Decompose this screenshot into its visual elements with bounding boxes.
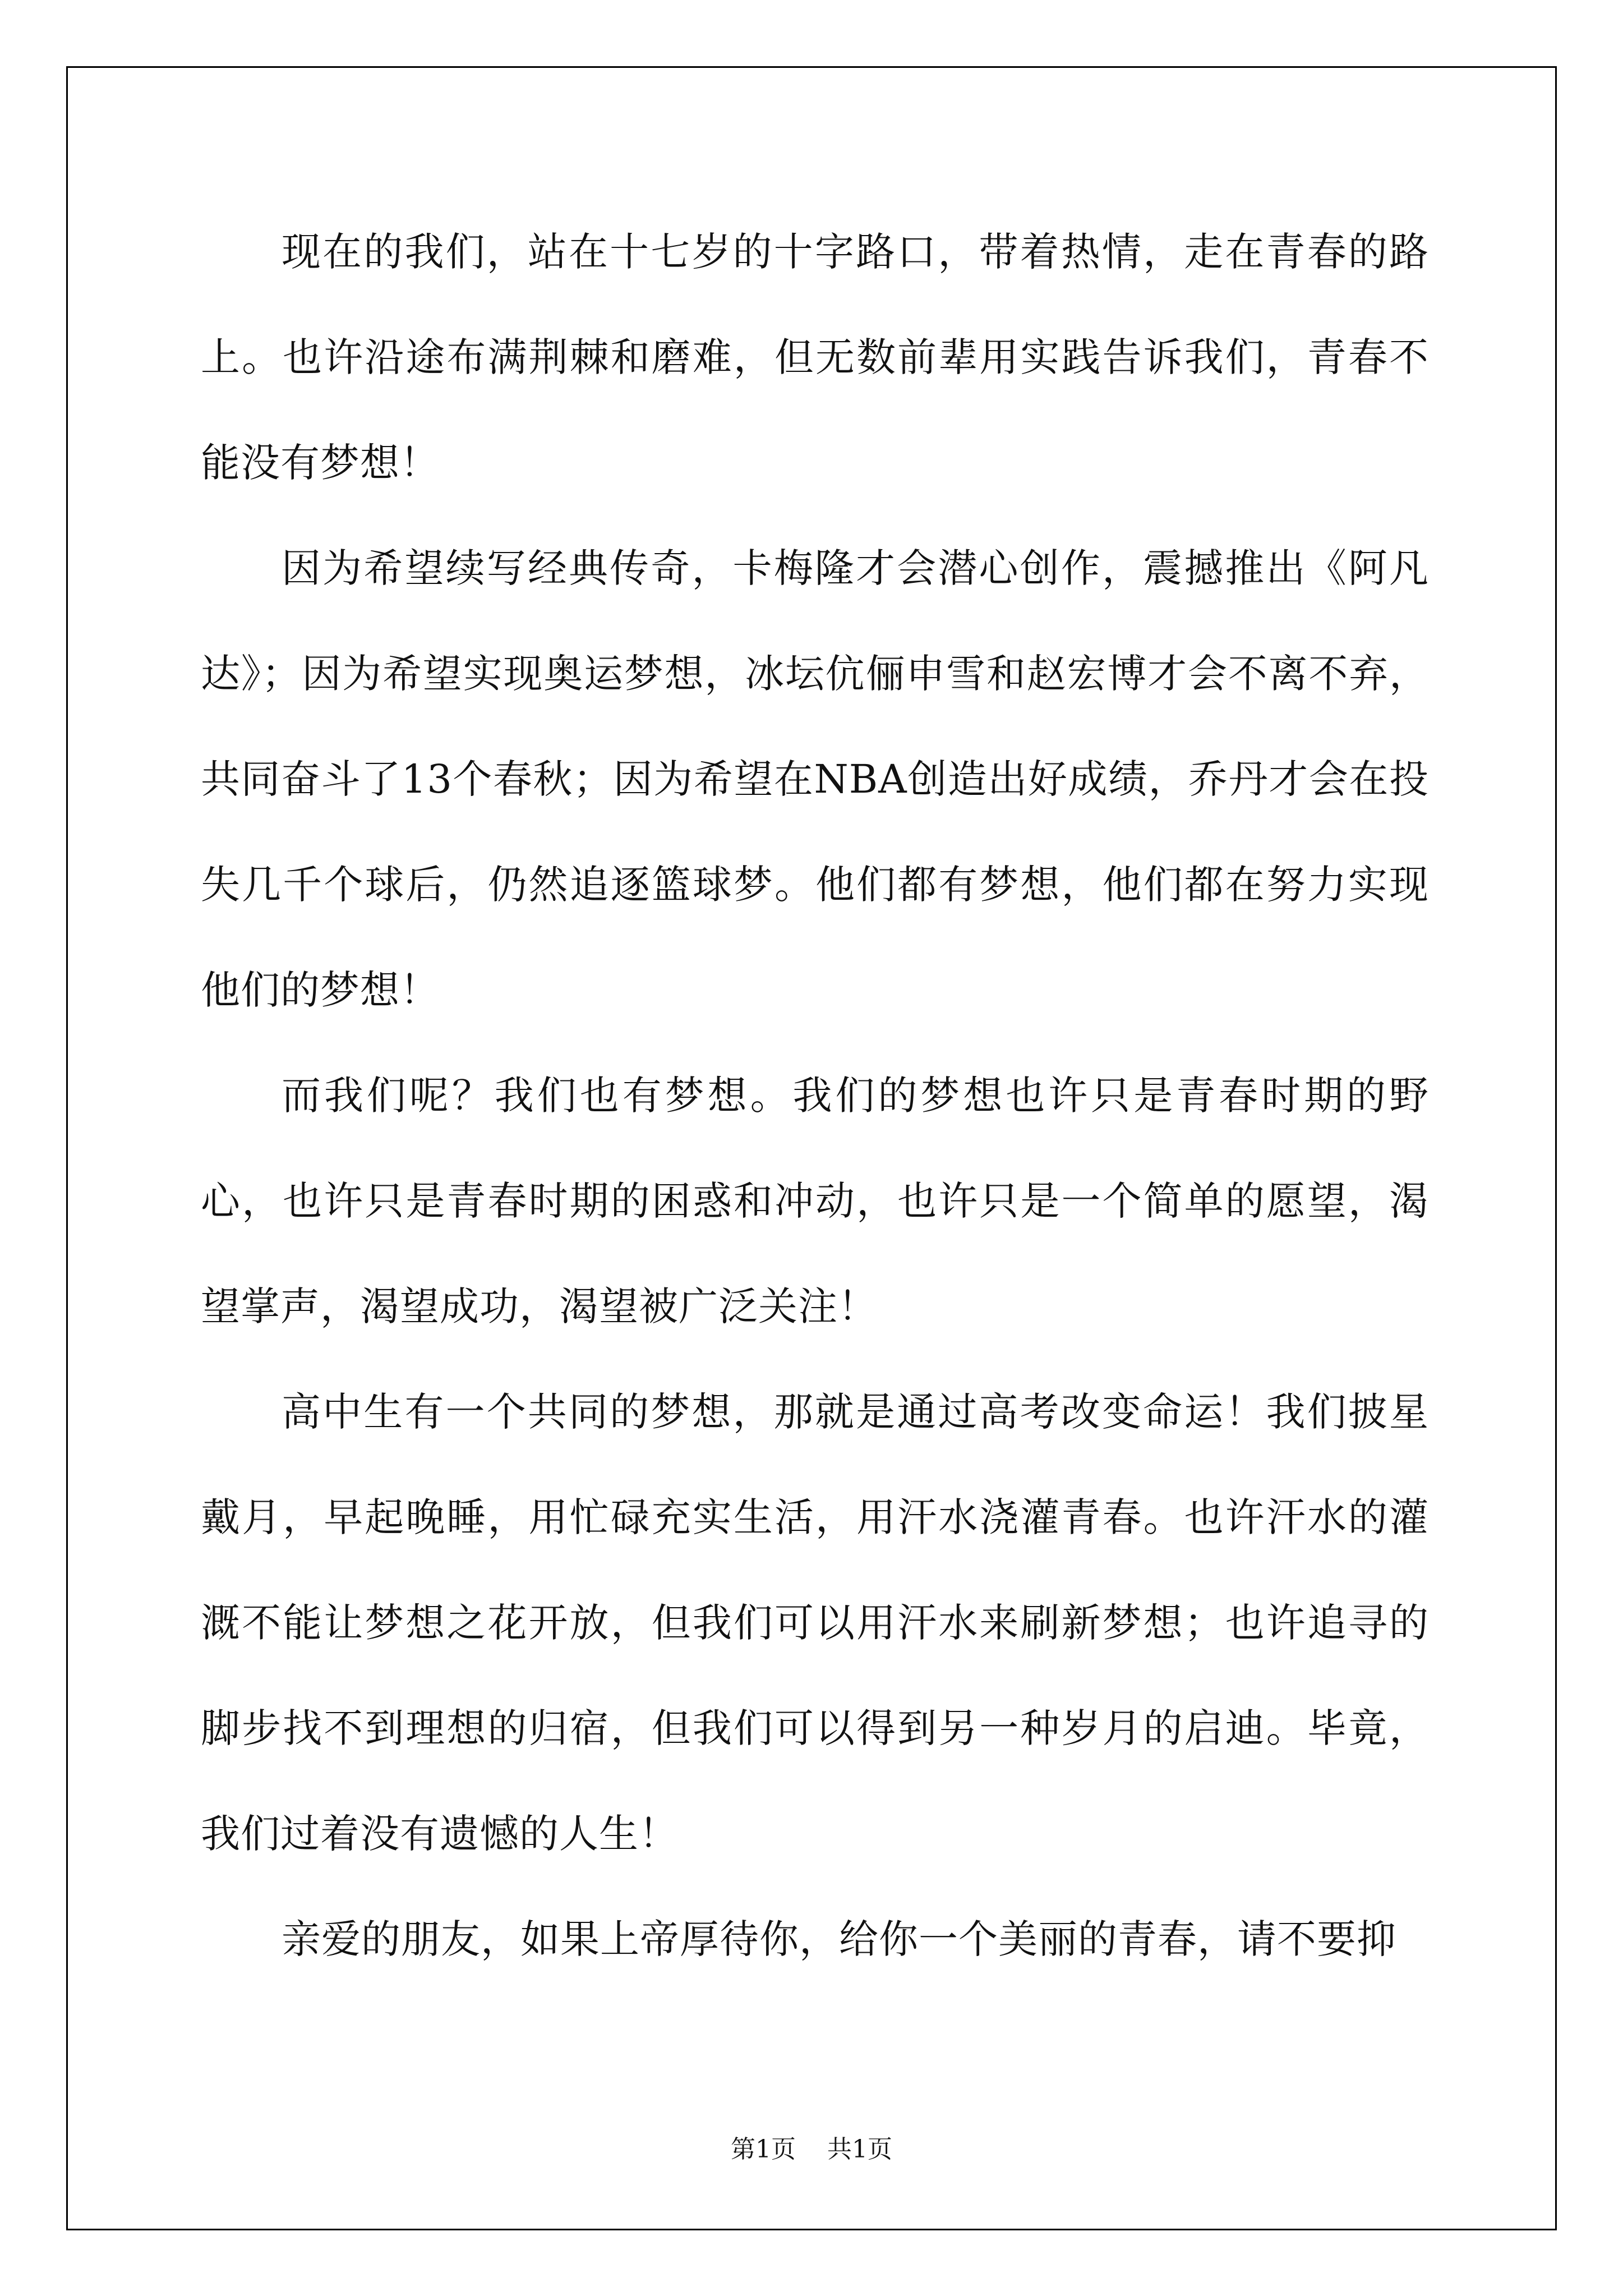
paragraph-4: 高中生有一个共同的梦想，那就是通过高考改变命运！我们披星戴月，早起晚睡，用忙碌充实生活，用汗水浇灌青春。也许汗水的灌溉不能让梦想之花开放，但我们可以用汗水来刷新梦想；也许追寻的脚步找不到理想的归宿，但我们可以得到另一种岁月的启迪。毕竟，我们过着没有遗憾的人生！ [201,1389,1429,1857]
page-total: 共1页 [827,2135,892,2164]
paragraph-2: 因为希望续写经典传奇，卡梅隆才会潜心创作，震撼推出《阿凡达》；因为希望实现奥运梦想，冰坛伉俪申雪和赵宏博才会不离不弃，共同奋斗了13个春秋；因为希望在NBA创造出好成绩，乔丹才会在投失几千个球后，仍然追逐篮球梦。他们都有梦想，他们都在努力实现他们的梦想！ [201,545,1429,1013]
paragraph-3: 而我们呢？我们也有梦想。我们的梦想也许只是青春时期的野心，也许只是青春时期的困惑和冲动，也许只是一个简单的愿望，渴望掌声，渴望成功，渴望被广泛关注！ [201,1073,1429,1329]
page-footer [0,2129,1623,2165]
document-body [201,199,1429,1992]
paragraph-5: 亲爱的朋友，如果上帝厚待你，给你一个美丽的青春，请不要抑 [282,1916,1396,1962]
paragraph-1: 现在的我们，站在十七岁的十字路口，带着热情，走在青春的路上。也许沿途布满荆棘和磨难，但无数前辈用实践告诉我们，青春不能没有梦想！ [201,229,1429,486]
page-number: 第1页 [731,2135,796,2164]
